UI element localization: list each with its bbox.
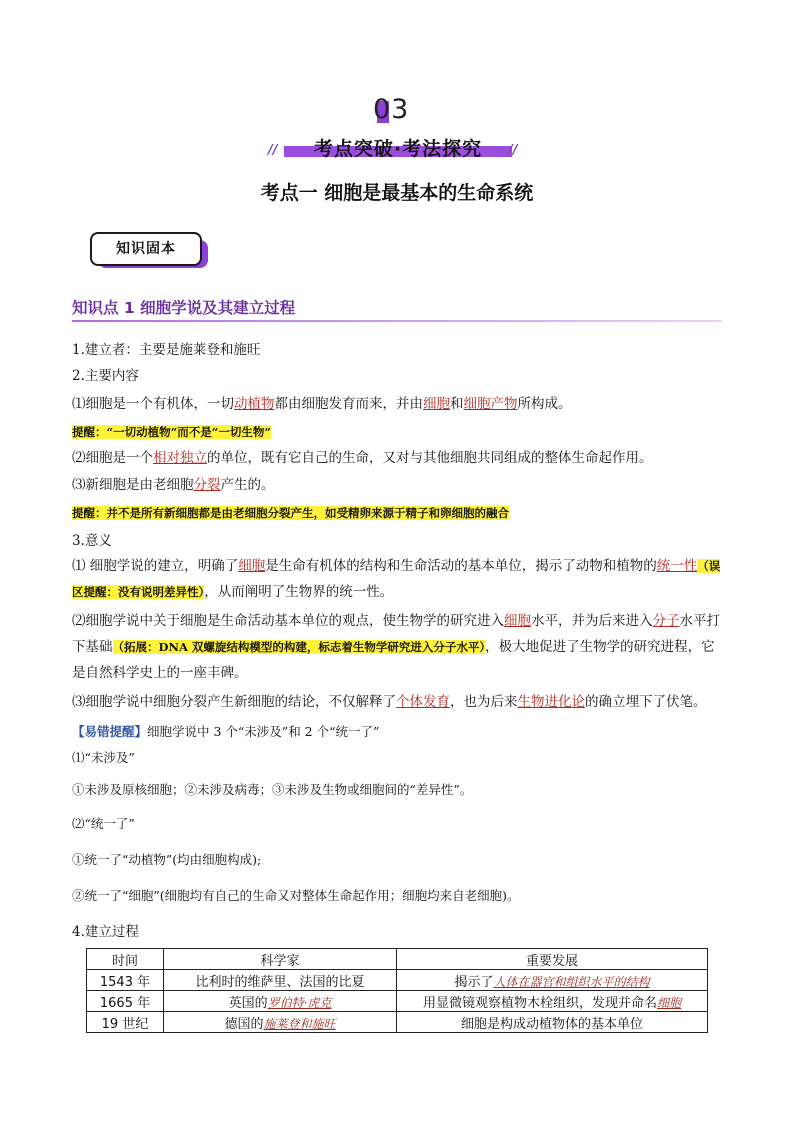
answer-blank: 施莱登和施旺 bbox=[263, 1016, 336, 1031]
slash-decoration-left: // bbox=[268, 143, 278, 158]
content-item-3: ⑶新细胞是由老细胞分裂产生的。 bbox=[72, 477, 275, 493]
history-table bbox=[86, 948, 708, 1033]
answer-blank: 细胞产物 bbox=[463, 396, 518, 412]
answer-blank: 分裂 bbox=[193, 477, 221, 493]
significance-item-1: ⑴ 细胞学说的建立，明确了细胞是生命有机体的结构和生命活动的基本单位，揭示了动物和植物的统一性（误区提醒：没有说明差异性），从而阐明了生物界的统一性。 bbox=[72, 558, 721, 600]
tip-line-1 bbox=[72, 422, 722, 442]
significance-item-3: ⑶细胞学说中细胞分裂产生新细胞的结论，不仅解释了个体发育，也为后来生物进化论的确立埋下了伏笔。 bbox=[72, 694, 707, 710]
answer-blank: 分子 bbox=[652, 613, 680, 629]
table-header-row bbox=[87, 949, 708, 970]
table-cell-development: 用显微镜观察植物木栓组织，发现并命名细胞 bbox=[397, 991, 708, 1012]
tip-line-2 bbox=[72, 503, 722, 523]
table-cell-scientist: 英国的罗伯特·虎克 bbox=[164, 991, 397, 1012]
table-cell-scientist: 比利时的维萨里、法国的比夏 bbox=[164, 970, 397, 991]
error-point-2-title: ⑵“统一了” bbox=[72, 816, 135, 831]
answer-blank: 统一性 bbox=[656, 558, 698, 574]
table-cell-time: 1665 年 bbox=[87, 991, 164, 1012]
topic-title: 考点一 细胞是最基本的生命系统 bbox=[260, 182, 534, 204]
table-row bbox=[87, 970, 708, 991]
error-reminder-tag: 【易错提醒】 bbox=[72, 724, 148, 739]
heading-underline bbox=[72, 320, 722, 322]
table-header-cell: 重要发展 bbox=[397, 949, 708, 970]
table-cell-time: 19 世纪 bbox=[87, 1012, 164, 1033]
section-number: 03 bbox=[373, 94, 410, 125]
answer-blank: 动植物 bbox=[234, 396, 275, 412]
content-item-2: ⑵细胞是一个相对独立的单位，既有它自己的生命，又对与其他细胞共同组成的整体生命起作用。 bbox=[72, 450, 653, 466]
paragraph-main-content: 2.主要内容 bbox=[72, 368, 139, 384]
answer-blank: 细胞 bbox=[504, 613, 531, 629]
answer-blank: 相对独立 bbox=[153, 450, 207, 466]
knowledge-badge bbox=[90, 232, 210, 270]
tip-highlight: 提醒：“一切动植物”而不是“一切生物” bbox=[72, 425, 271, 439]
knowledge-point-heading: 知识点 1 细胞学说及其建立过程 bbox=[72, 299, 296, 317]
section-title-band bbox=[284, 134, 512, 158]
paragraph-significance: 3.意义 bbox=[72, 533, 112, 549]
tip-highlight: 提醒：并不是所有新细胞都是由老细胞分裂产生，如受精卵来源于精子和卵细胞的融合 bbox=[72, 506, 509, 520]
error-point-2-detail-a: ①统一了“动植物”(均由细胞构成); bbox=[72, 852, 262, 867]
table-row bbox=[87, 1012, 708, 1033]
slash-decoration-right: // bbox=[508, 143, 518, 158]
table-cell-development: 揭示了人体在器官和组织水平的结构 bbox=[397, 970, 708, 991]
section-title: 考点突破·考法探究 bbox=[313, 138, 483, 160]
content-item-1: ⑴细胞是一个有机体，一切动植物都由细胞发育而来，并由细胞和细胞产物所构成。 bbox=[72, 396, 572, 412]
error-reminder: 【易错提醒】细胞学说中 3 个“未涉及”和 2 个“统一了” bbox=[72, 724, 380, 739]
answer-blank: 人体在器官和组织水平的结构 bbox=[493, 974, 650, 989]
answer-blank: 细胞 bbox=[238, 558, 266, 574]
table-cell-development: 细胞是构成动植物体的基本单位 bbox=[397, 1012, 708, 1033]
table-cell-time: 1543 年 bbox=[87, 970, 164, 991]
tip-highlight: （拓展：DNA 双螺旋结构模型的构建，标志着生物学研究进入分子水平） bbox=[112, 640, 486, 654]
error-point-2-detail-b: ②统一了“细胞”(细胞均有自己的生命又对整体生命起作用；细胞均来自老细胞)。 bbox=[72, 888, 520, 903]
table-cell-scientist: 德国的施莱登和施旺 bbox=[164, 1012, 397, 1033]
significance-item-2: ⑵细胞学说中关于细胞是生命活动基本单位的观点，使生物学的研究进入细胞水平，并为后来进入分子水平打下基础（拓展：DNA 双螺旋结构模型的构建，标志着生物学研究进入分子水平），极大地促进了生物学的研究进程，它是自然科学史上的一座丰碑。 bbox=[72, 613, 720, 681]
error-point-1-detail: ①未涉及原核细胞；②未涉及病毒；③未涉及生物或细胞间的“差异性”。 bbox=[72, 782, 473, 797]
error-point-1-title: ⑴“未涉及” bbox=[72, 750, 135, 765]
paragraph-process: 4.建立过程 bbox=[72, 924, 139, 940]
table-header-cell: 科学家 bbox=[164, 949, 397, 970]
answer-blank: 罗伯特·虎克 bbox=[267, 995, 332, 1010]
answer-blank: 细胞 bbox=[657, 995, 682, 1010]
answer-blank: 个体发育 bbox=[396, 694, 450, 710]
paragraph-founders: 1.建立者：主要是施莱登和施旺 bbox=[72, 342, 261, 358]
table-row bbox=[87, 991, 708, 1012]
badge-label: 知识固本 bbox=[90, 232, 202, 266]
answer-blank: 生物进化论 bbox=[517, 694, 585, 710]
tip-highlight: （误区提醒：没有说明差异性） bbox=[72, 559, 721, 599]
table-header-cell: 时间 bbox=[87, 949, 164, 970]
answer-blank: 细胞 bbox=[423, 396, 450, 412]
